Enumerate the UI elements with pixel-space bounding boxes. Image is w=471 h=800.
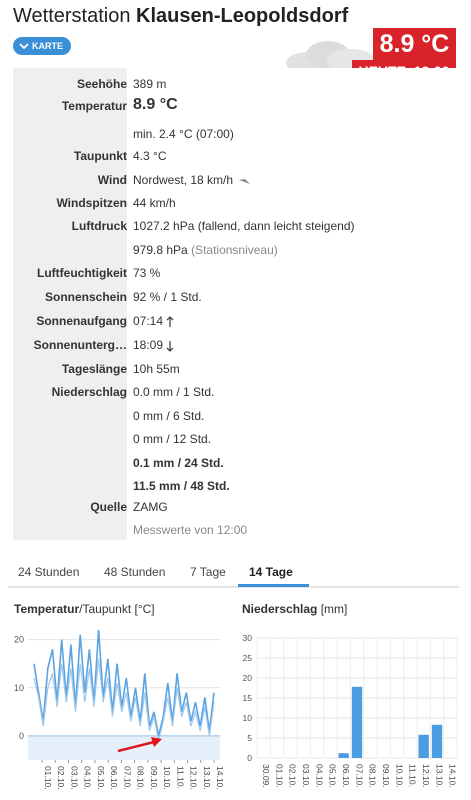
sunrise-value: 07:14 [133,314,164,328]
table-row [13,192,457,212]
active-tab-indicator [238,584,309,587]
x-tick-label: 04.10. [314,764,325,788]
row-value: 73 % [133,266,161,280]
y-tick-label: 20 [242,673,252,683]
precipitation-title-bold: Niederschlag [242,602,318,616]
row-label: Luftdruck [71,219,127,233]
row-value: 0 mm / 6 Std. [133,409,205,423]
tab-24-stunden[interactable]: 24 Stunden [18,565,80,579]
sunset-arrow-icon [166,340,174,352]
y-tick-label: 0 [247,753,252,763]
x-tick-label: 04.10. [82,766,93,790]
x-tick-label: 03.10. [301,764,311,788]
sunset-value: 18:09 [133,338,164,352]
table-row [13,475,457,495]
x-tick-label: 13.10. [201,766,212,790]
table-row [13,286,457,306]
x-tick-label: 01.10. [274,764,285,788]
row-label: Quelle [90,500,127,514]
x-tick-label: 06.10. [341,764,351,788]
x-tick-label: 10.10. [394,764,405,788]
y-tick-label: 20 [13,634,24,645]
row-value: 8.9 °C [133,96,178,113]
x-tick-label: 08.10. [135,766,146,790]
table-row [13,381,457,401]
row-label: Sonnenaufgang [36,314,127,328]
table-row [13,334,457,354]
map-button[interactable] [13,37,71,55]
row-label: Luftfeuchtigkeit [37,266,127,280]
row-value [133,243,278,257]
x-tick-label: 11.10. [175,766,186,790]
precipitation-bar [352,687,362,758]
x-tick-label: 01.10. [43,766,53,790]
station-pressure-note: (Stationsniveau) [191,243,278,257]
row-value: 10h 55m [133,362,180,376]
temperature-title-bold: Temperatur [14,602,80,616]
table-row [13,239,457,259]
x-tick-label: 03.10. [69,766,80,790]
table-row [13,145,457,165]
row-value: 1027.2 hPa (fallend, dann leicht steigend) [133,219,355,233]
table-row [13,519,457,539]
row-value: ZAMG [133,500,168,514]
row-value: min. 2.4 °C (07:00) [133,127,234,141]
x-tick-label: 09.10. [381,764,391,788]
row-value: 92 % / 1 Std. [133,290,202,304]
row-value [133,173,252,187]
x-tick-label: 07.10. [354,764,365,788]
x-tick-label: 30.09. [261,764,271,788]
x-tick-label: 05.10. [327,764,338,788]
table-row [13,95,457,115]
y-tick-label: 5 [247,733,252,743]
wind-direction-icon [238,176,252,186]
row-value: 11.5 mm / 48 Std. [133,479,230,493]
table-row [13,262,457,282]
tab-14-tage[interactable]: 14 Tage [249,565,293,579]
x-tick-label: 06.10. [109,766,120,790]
x-tick-label: 11.10. [407,764,418,788]
tab-7-tage[interactable]: 7 Tage [190,565,226,579]
current-temperature-badge: 8.9 °C [373,28,456,60]
row-value [133,314,174,328]
precipitation-title-rest: [mm] [317,602,348,616]
table-row [13,215,457,235]
y-tick-label: 10 [13,682,24,693]
row-value: Messwerte von 12:00 [133,523,248,537]
row-label: Taupunkt [73,149,127,163]
wind-value: Nordwest, 18 km/h [133,173,234,187]
x-tick-label: 12.10. [188,766,199,790]
title-prefix: Wetterstation [13,5,131,27]
station-name: Klausen-Leopoldsdorf [136,5,349,27]
x-tick-label: 02.10. [287,764,298,788]
x-tick-label: 02.10. [56,766,67,790]
row-label: Wind [97,173,127,187]
table-row [13,123,457,143]
row-label: Windspitzen [56,196,127,210]
x-tick-label: 14.10. [215,766,225,790]
table-row [13,452,457,472]
below-zero-area [28,736,220,760]
precipitation-chart [235,620,465,798]
x-tick-label: 07.10. [122,766,133,790]
table-row [13,73,457,93]
y-tick-label: 10 [242,713,252,723]
row-value [133,338,174,352]
x-tick-label: 14.10. [447,764,458,788]
temperature-chart-title [14,602,155,616]
table-row [13,169,457,189]
table-row [13,428,457,448]
row-value: 4.3 °C [133,149,167,163]
row-value: 0 mm / 12 Std. [133,432,212,446]
row-label: Seehöhe [76,77,127,91]
chevron-down-icon [19,42,29,50]
row-value: 0.0 mm / 1 Std. [133,385,215,399]
tab-48-stunden[interactable]: 48 Stunden [104,565,166,579]
temperature-title-rest: /Taupunkt [°C] [79,602,155,616]
row-value: 0.1 mm / 24 Std. [133,456,224,470]
y-tick-label: 25 [242,653,252,663]
row-label: Tageslänge [61,362,127,376]
temperature-chart [8,620,226,798]
x-tick-label: 10.10. [162,766,173,790]
x-tick-label: 13.10. [434,764,445,788]
map-button-label: KARTE [32,41,63,51]
row-value: 44 km/h [133,196,176,210]
precipitation-bar [419,735,429,758]
precipitation-bar [432,725,442,758]
table-row [13,358,457,378]
chart-range-tabs [8,560,459,588]
row-label: Sonnenunterg… [33,338,127,352]
x-tick-label: 09.10. [148,766,159,790]
precipitation-chart-title [242,602,347,616]
row-label: Niederschlag [51,385,127,399]
x-tick-label: 08.10. [367,764,378,788]
x-tick-label: 12.10. [421,764,431,788]
row-value: 389 m [133,77,167,91]
x-tick-label: 05.10. [95,766,106,790]
table-row [13,496,457,516]
station-data-table [13,68,457,540]
row-label: Sonnenschein [44,290,127,304]
y-tick-label: 30 [242,633,252,643]
precipitation-bar [339,753,349,758]
y-tick-label: 15 [242,693,252,703]
station-pressure: 979.8 hPa [133,243,188,257]
sunrise-arrow-icon [166,316,174,328]
row-label: Temperatur [61,99,127,113]
table-row [13,405,457,425]
table-row [13,310,457,330]
y-tick-label: 0 [18,730,24,741]
temperature-line [34,630,214,736]
page-title [13,5,348,28]
